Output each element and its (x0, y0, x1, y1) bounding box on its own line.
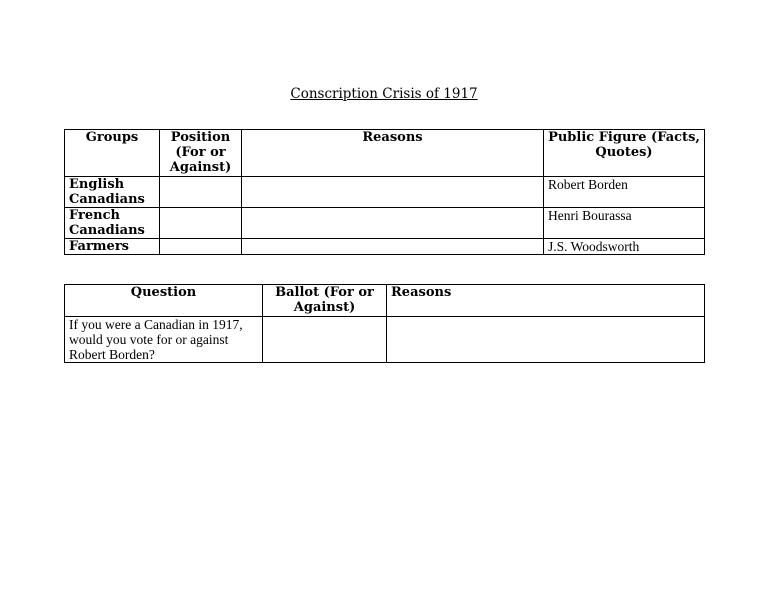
group-cell: French Canadians (65, 208, 160, 239)
table-row (65, 177, 705, 208)
ballot-table (64, 284, 705, 363)
header-ballot: Ballot (For or Against) (263, 285, 387, 317)
page-title: Conscription Crisis of 1917 (290, 86, 478, 102)
ballot-cell[interactable] (263, 317, 387, 363)
header-reasons: Reasons (387, 285, 705, 317)
groups-table (64, 129, 705, 255)
position-cell[interactable] (160, 239, 242, 255)
table-row (65, 239, 705, 255)
table-header-row (65, 130, 705, 177)
header-public-figure: Public Figure (Facts, Quotes) (544, 130, 705, 177)
figure-cell: Henri Bourassa (544, 208, 705, 239)
table-row (65, 317, 705, 363)
group-cell: English Canadians (65, 177, 160, 208)
header-position: Position (For or Against) (160, 130, 242, 177)
reasons-cell[interactable] (242, 208, 544, 239)
figure-cell: Robert Borden (544, 177, 705, 208)
header-groups: Groups (65, 130, 160, 177)
figure-cell: J.S. Woodsworth (544, 239, 705, 255)
question-cell: If you were a Canadian in 1917, would you vote for or against Robert Borden? (65, 317, 263, 363)
table-row (65, 208, 705, 239)
reasons-cell[interactable] (387, 317, 705, 363)
position-cell[interactable] (160, 177, 242, 208)
reasons-cell[interactable] (242, 239, 544, 255)
position-cell[interactable] (160, 208, 242, 239)
table-header-row (65, 285, 705, 317)
group-cell: Farmers (65, 239, 160, 255)
header-reasons: Reasons (242, 130, 544, 177)
reasons-cell[interactable] (242, 177, 544, 208)
header-question: Question (65, 285, 263, 317)
